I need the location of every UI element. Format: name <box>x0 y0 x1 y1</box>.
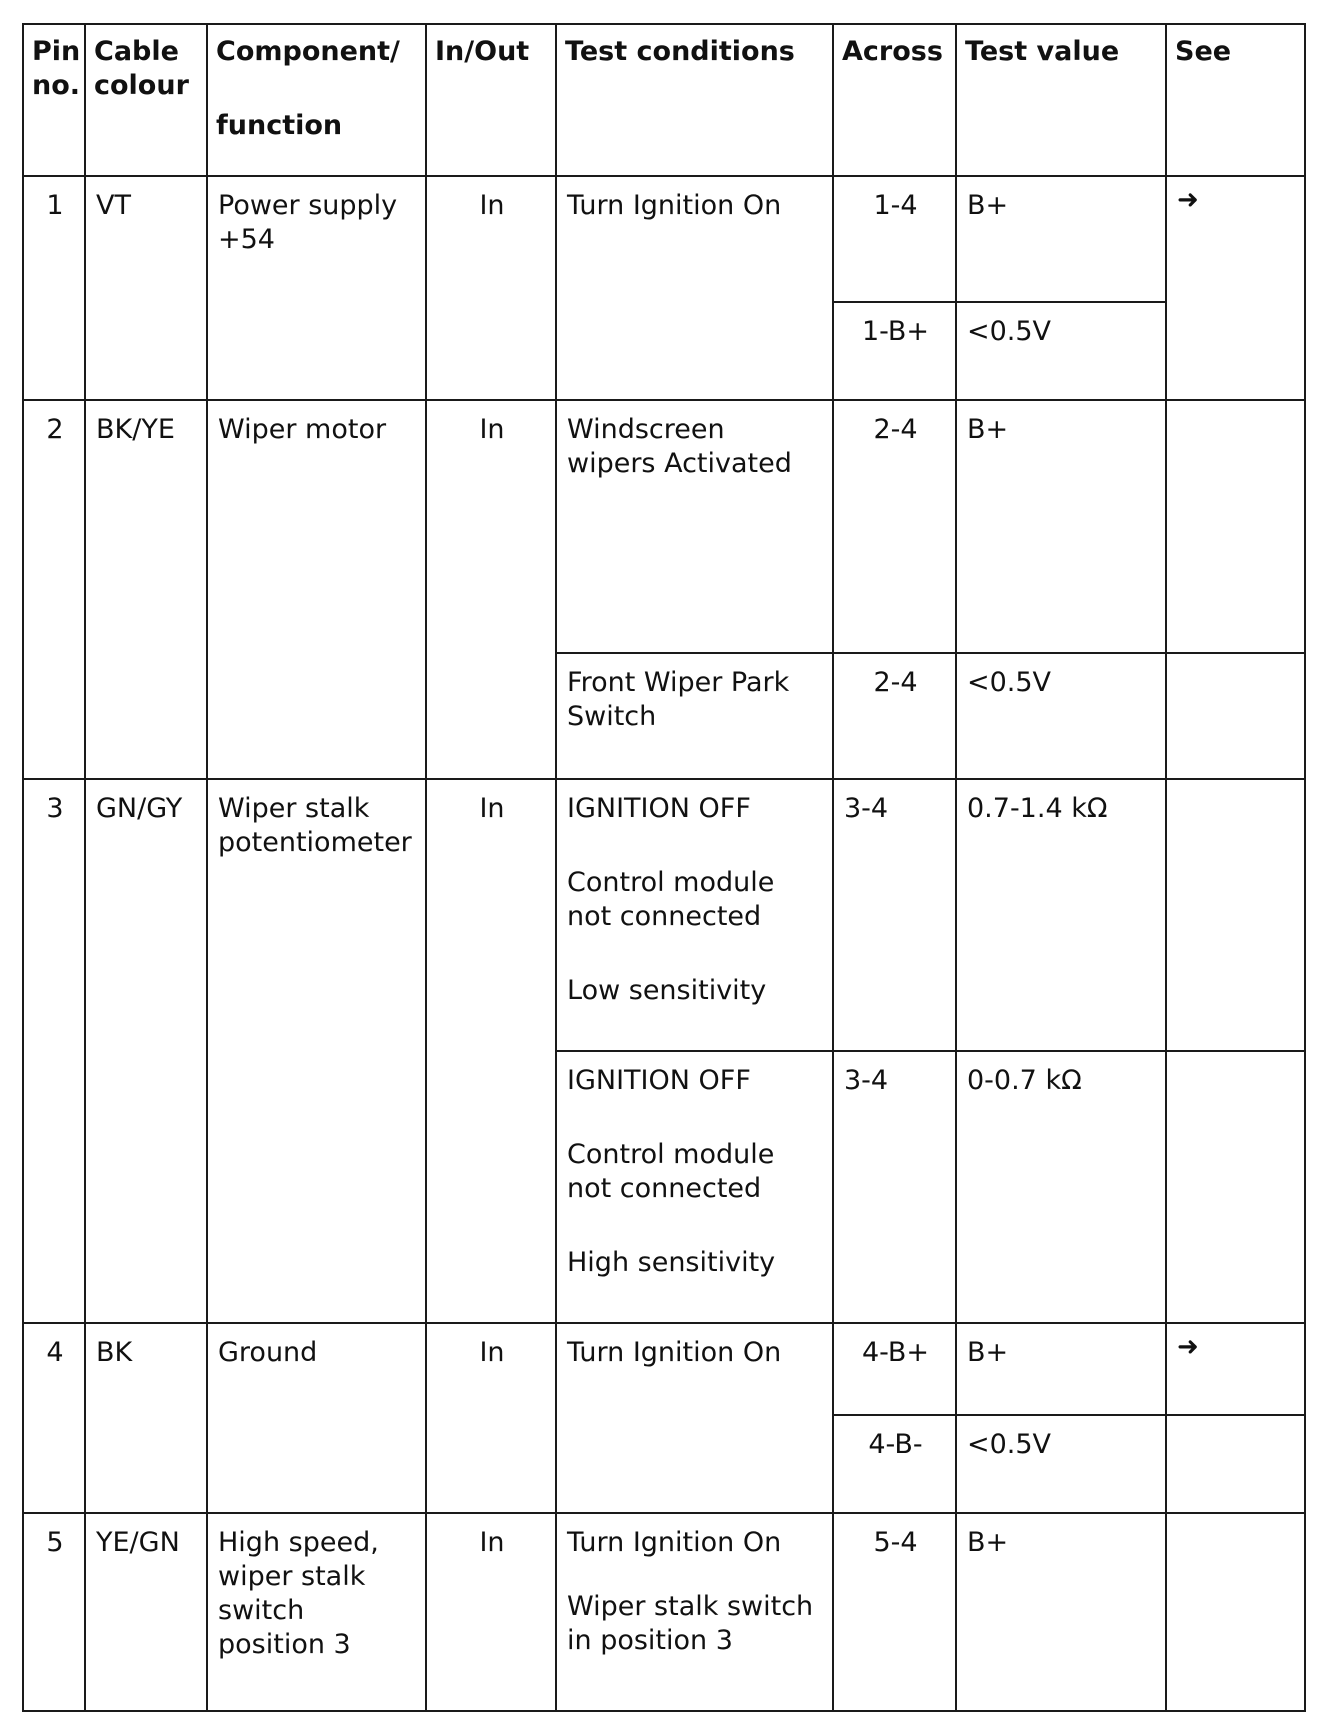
component-function: Wiper motor <box>207 400 426 779</box>
test-conditions: IGNITION OFF Control module not connected Low sensitivity <box>556 779 833 1051</box>
test-value: B+ <box>956 1513 1166 1711</box>
in-out: In <box>426 176 556 400</box>
across: 2-4 <box>833 653 956 779</box>
test-value: <0.5V <box>956 1415 1166 1513</box>
table-row <box>23 779 1305 1051</box>
test-conditions: Turn Ignition On <box>556 1323 833 1513</box>
pin-test-table <box>22 23 1306 1712</box>
pin-number: 2 <box>23 400 85 779</box>
across: 3-4 <box>833 1051 956 1323</box>
in-out: In <box>426 400 556 779</box>
pin-number: 1 <box>23 176 85 400</box>
cable-colour: BK/YE <box>85 400 207 779</box>
header-test-conditions: Test conditions <box>556 24 833 176</box>
header-see: See <box>1166 24 1305 176</box>
across: 1-B+ <box>833 302 956 400</box>
see-cell <box>1166 176 1305 400</box>
see-cell <box>1166 779 1305 1051</box>
test-value: B+ <box>956 1323 1166 1415</box>
arrow-right-icon: ➜ <box>1177 185 1199 215</box>
test-conditions: Windscreen wipers Activated <box>556 400 833 653</box>
in-out: In <box>426 779 556 1323</box>
cable-colour: VT <box>85 176 207 400</box>
table-row <box>23 176 1305 302</box>
see-cell <box>1166 1513 1305 1711</box>
across: 4-B+ <box>833 1323 956 1415</box>
header-cable-colour: Cable colour <box>85 24 207 176</box>
cable-colour: GN/GY <box>85 779 207 1323</box>
see-cell <box>1166 400 1305 653</box>
arrow-right-icon: ➜ <box>1177 1332 1199 1362</box>
across: 4-B- <box>833 1415 956 1513</box>
header-row <box>23 24 1305 176</box>
cable-colour: YE/GN <box>85 1513 207 1711</box>
test-conditions: Front Wiper Park Switch <box>556 653 833 779</box>
header-component-function: Component/ function <box>207 24 426 176</box>
see-cell <box>1166 653 1305 779</box>
test-conditions: Turn Ignition On <box>556 176 833 400</box>
test-conditions: IGNITION OFF Control module not connected High sensitivity <box>556 1051 833 1323</box>
see-cell <box>1166 1415 1305 1513</box>
across: 2-4 <box>833 400 956 653</box>
test-value: <0.5V <box>956 302 1166 400</box>
pin-number: 5 <box>23 1513 85 1711</box>
across: 5-4 <box>833 1513 956 1711</box>
test-value: <0.5V <box>956 653 1166 779</box>
table-row <box>23 400 1305 653</box>
pin-number: 4 <box>23 1323 85 1513</box>
component-function: High speed, wiper stalk switch position 3 <box>207 1513 426 1711</box>
header-test-value: Test value <box>956 24 1166 176</box>
see-cell <box>1166 1323 1305 1415</box>
component-function: Power supply +54 <box>207 176 426 400</box>
test-value: 0-0.7 kΩ <box>956 1051 1166 1323</box>
table-row <box>23 1323 1305 1415</box>
test-value: 0.7-1.4 kΩ <box>956 779 1166 1051</box>
pin-number: 3 <box>23 779 85 1323</box>
test-value: B+ <box>956 176 1166 302</box>
see-cell <box>1166 1051 1305 1323</box>
test-value: B+ <box>956 400 1166 653</box>
table-row <box>23 1513 1305 1711</box>
pin-test-table-sheet <box>22 23 1306 1712</box>
in-out: In <box>426 1513 556 1711</box>
header-across: Across <box>833 24 956 176</box>
component-function: Ground <box>207 1323 426 1513</box>
test-conditions: Turn Ignition On Wiper stalk switch in position 3 <box>556 1513 833 1711</box>
in-out: In <box>426 1323 556 1513</box>
header-pin: Pin no. <box>23 24 85 176</box>
cable-colour: BK <box>85 1323 207 1513</box>
across: 3-4 <box>833 779 956 1051</box>
component-function: Wiper stalk potentiometer <box>207 779 426 1323</box>
header-in-out: In/Out <box>426 24 556 176</box>
across: 1-4 <box>833 176 956 302</box>
